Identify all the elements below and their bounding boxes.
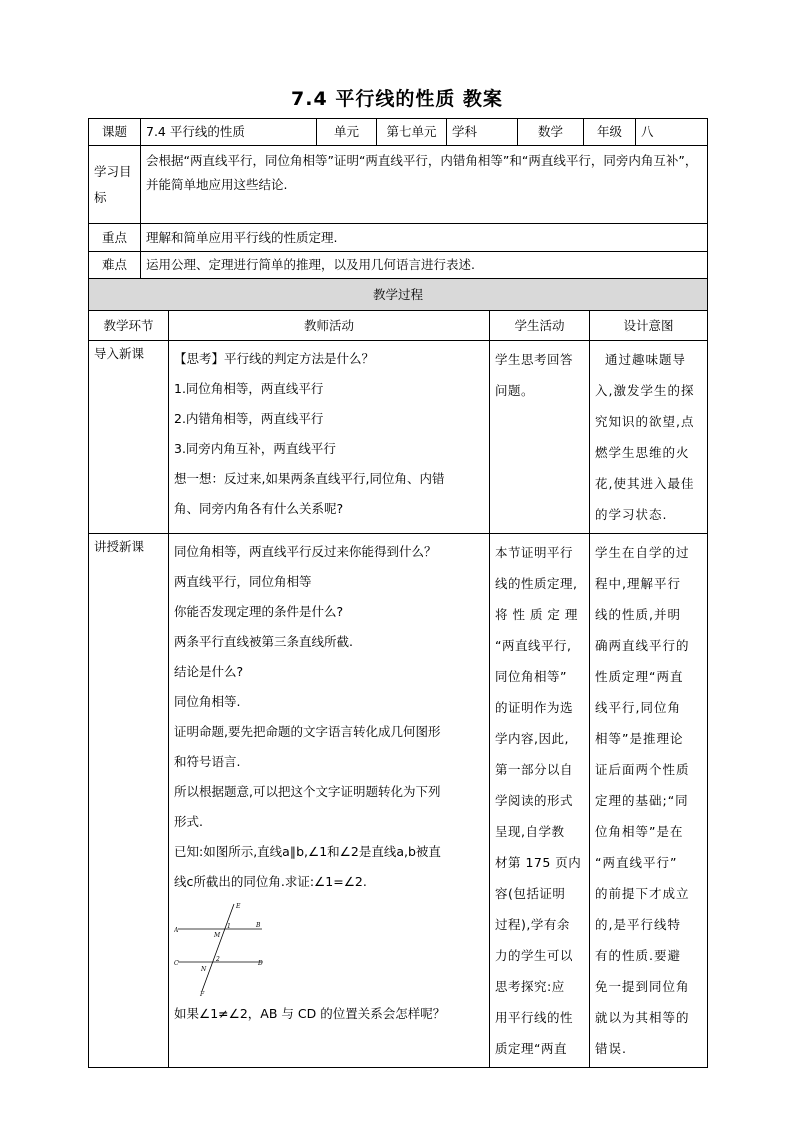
student-line: 第一部分以自 bbox=[495, 762, 574, 777]
subject-label: 学科 bbox=[447, 119, 518, 146]
student-line: 将 性 质 定 理 bbox=[495, 607, 578, 622]
student-line: 过程),学有余 bbox=[495, 917, 570, 932]
design-line: 的,是平行线特 bbox=[595, 917, 681, 932]
student-line: 材第 175 页内 bbox=[495, 855, 582, 870]
process-title: 教学过程 bbox=[89, 279, 708, 311]
design-line: 的学习状态. bbox=[595, 507, 668, 522]
design-line: 入,激发学生的探 bbox=[595, 383, 695, 398]
student-cell bbox=[490, 341, 590, 534]
label-1: 1 bbox=[227, 923, 231, 930]
design-line: 相等”是推理论 bbox=[595, 731, 684, 746]
label-a: A bbox=[174, 927, 179, 934]
teacher-line: 角、同旁内角各有什么关系呢? bbox=[174, 501, 344, 516]
teacher-line: 【思考】平行线的判定方法是什么？ bbox=[174, 351, 375, 366]
table-row bbox=[89, 534, 708, 1068]
grade-label: 年级 bbox=[584, 119, 636, 146]
label-m: M bbox=[214, 932, 221, 939]
design-line: 错误. bbox=[595, 1041, 627, 1056]
student-line: 质定理“两直 bbox=[495, 1041, 567, 1056]
teacher-line: 你能否发现定理的条件是什么? bbox=[174, 604, 344, 619]
student-line: 线的性质定理, bbox=[495, 576, 578, 591]
subject-value: 数学 bbox=[518, 119, 584, 146]
process-table bbox=[88, 310, 708, 1068]
teacher-line: 证明命题,要先把命题的文字语言转化成几何图形 bbox=[174, 724, 441, 739]
key-text: 理解和简单应用平行线的性质定理. bbox=[141, 224, 708, 252]
teacher-line: 想一想：反过来,如果两条直线平行,同位角、内错 bbox=[174, 471, 445, 486]
teacher-line: 两直线平行，同位角相等 bbox=[174, 574, 312, 589]
teacher-line: 同位角相等，两直线平行反过来你能得到什么？ bbox=[174, 544, 437, 559]
label-n: N bbox=[201, 966, 207, 973]
label-e: E bbox=[236, 903, 241, 910]
design-line: 定理的基础;“同 bbox=[595, 793, 689, 808]
header-design: 设计意图 bbox=[590, 311, 708, 341]
design-line: 位角相等”是在 bbox=[595, 824, 684, 839]
design-line: 性质定理“两直 bbox=[595, 669, 684, 684]
teacher-line: 2.内错角相等，两直线平行 bbox=[174, 411, 324, 426]
design-line: 有的性质.要避 bbox=[595, 948, 681, 963]
student-cell bbox=[490, 534, 590, 1068]
design-cell bbox=[590, 534, 708, 1068]
teacher-line: 同位角相等. bbox=[174, 694, 241, 709]
student-line: 思考探究:应 bbox=[495, 979, 565, 994]
table-row bbox=[89, 341, 708, 534]
label-b: B bbox=[256, 922, 261, 929]
design-line: 程中,理解平行 bbox=[595, 576, 681, 591]
design-line: 燃学生思维的火 bbox=[595, 445, 690, 460]
student-line: 用平行线的性 bbox=[495, 1010, 574, 1025]
design-line: 究知识的欲望,点 bbox=[595, 414, 695, 429]
teacher-line: 线c所截出的同位角.求证:∠1=∠2. bbox=[174, 874, 367, 889]
teacher-line: 所以根据题意,可以把这个文字证明题转化为下列 bbox=[174, 784, 441, 799]
design-line: 就以为其相等的 bbox=[595, 1010, 690, 1025]
teacher-line: 3.同旁内角互补，两直线平行 bbox=[174, 441, 336, 456]
goals-label: 学习目标 bbox=[89, 146, 141, 224]
label-d: D bbox=[258, 960, 263, 967]
goals-text: 会根据“两直线平行，同位角相等”证明“两直线平行，内错角相等”和“两直线平行，同旁内角互补”，并能简单地应用这些结论. bbox=[141, 146, 708, 224]
teacher-line: 1.同位角相等，两直线平行 bbox=[174, 381, 324, 396]
design-line: 花,使其进入最佳 bbox=[595, 476, 695, 491]
design-line: 通过趣味题导 bbox=[605, 352, 687, 367]
design-line: 免一提到同位角 bbox=[595, 979, 690, 994]
student-line: 学内容,因此, bbox=[495, 731, 569, 746]
design-line: “两直线平行” bbox=[595, 855, 678, 870]
student-line: 学生思考回答 bbox=[495, 352, 574, 367]
teacher-line: 和符号语言. bbox=[174, 754, 241, 769]
student-line: 容(包括证明 bbox=[495, 886, 566, 901]
teacher-cell bbox=[169, 341, 490, 534]
design-line: 的前提下才成立 bbox=[595, 886, 690, 901]
unit-label: 单元 bbox=[317, 119, 377, 146]
label-f: F bbox=[200, 991, 205, 997]
label-c: C bbox=[174, 960, 179, 967]
student-line: “两直线平行, bbox=[495, 638, 572, 653]
lesson-plan-table bbox=[88, 118, 708, 311]
design-cell bbox=[590, 341, 708, 534]
design-line: 线的性质,并明 bbox=[595, 607, 681, 622]
label-2: 2 bbox=[216, 956, 220, 963]
teacher-line-after-figure: 如果∠1≠∠2，AB 与 CD 的位置关系会怎样呢？ bbox=[174, 1006, 446, 1021]
stage-cell: 导入新课 bbox=[89, 341, 169, 534]
teacher-line: 结论是什么? bbox=[174, 664, 244, 679]
grade-value: 八 bbox=[636, 119, 708, 146]
key-label: 重点 bbox=[89, 224, 141, 252]
unit-value: 第七单元 bbox=[377, 119, 447, 146]
process-header-row bbox=[89, 311, 708, 341]
student-line: 的证明作为选 bbox=[495, 700, 574, 715]
student-line: 力的学生可以 bbox=[495, 948, 574, 963]
document-title: 7.4 平行线的性质 教案 bbox=[291, 88, 503, 110]
difficulty-label: 难点 bbox=[89, 252, 141, 279]
design-line: 线平行,同位角 bbox=[595, 700, 681, 715]
student-line: 学阅读的形式 bbox=[495, 793, 574, 808]
stage-cell: 讲授新课 bbox=[89, 534, 169, 1068]
topic-value: 7.4 平行线的性质 bbox=[141, 119, 317, 146]
header-teacher: 教师活动 bbox=[169, 311, 490, 341]
design-line: 确两直线平行的 bbox=[595, 638, 690, 653]
difficulty-text: 运用公理、定理进行简单的推理，以及用几何语言进行表述. bbox=[141, 252, 708, 279]
teacher-line: 已知:如图所示,直线a∥b,∠1和∠2是直线a,b被直 bbox=[174, 844, 441, 859]
student-line: 本节证明平行 bbox=[495, 545, 574, 560]
design-line: 学生在自学的过 bbox=[595, 545, 690, 560]
student-line: 同位角相等” bbox=[495, 669, 567, 684]
teacher-line: 形式. bbox=[174, 814, 203, 829]
student-line: 问题。 bbox=[495, 383, 535, 398]
topic-label: 课题 bbox=[89, 119, 141, 146]
line-ef bbox=[202, 904, 234, 991]
teacher-line: 两条平行直线被第三条直线所截. bbox=[174, 634, 353, 649]
teacher-cell bbox=[169, 534, 490, 1068]
parallel-lines-figure bbox=[174, 901, 274, 997]
design-line: 证后面两个性质 bbox=[595, 762, 690, 777]
student-line: 呈现,自学教 bbox=[495, 824, 565, 839]
header-stage: 教学环节 bbox=[89, 311, 169, 341]
header-student: 学生活动 bbox=[490, 311, 590, 341]
